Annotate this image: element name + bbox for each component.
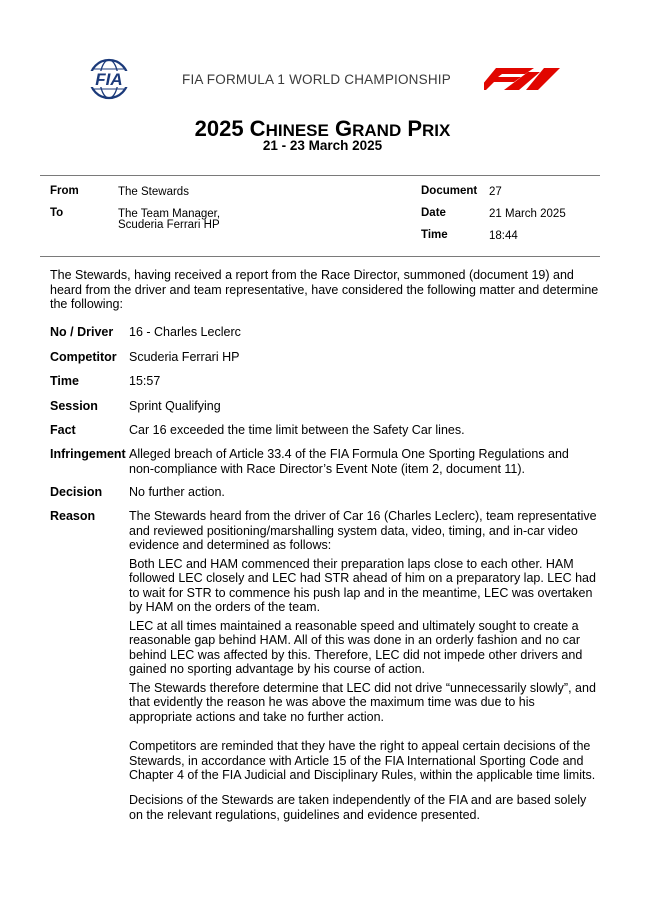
- fact-value: Car 16 exceeded the time limit between the Safety Car lines.: [129, 423, 465, 437]
- fia-logo: [80, 58, 138, 100]
- fact-label: Fact: [50, 423, 76, 437]
- championship-title: FIA FORMULA 1 WORLD CHAMPIONSHIP: [182, 72, 451, 87]
- driver-value: 16 - Charles Leclerc: [129, 325, 241, 339]
- time-row-value: 15:57: [129, 374, 161, 388]
- to-label: To: [50, 207, 64, 219]
- date-value: 21 March 2025: [489, 208, 566, 220]
- intro-paragraph: The Stewards, having received a report from the Race Director, summoned (document 19) and heard from the driver and team representative, have considered the following matter and determine the following:: [50, 268, 599, 311]
- reason-paragraph: The Stewards heard from the driver of Car 16 (Charles Leclerc), team representative and reviewed positioning/marshalling system data, video, timing, and in-car video evidence and determined as follows:: [129, 509, 597, 552]
- time-value: 18:44: [489, 230, 518, 242]
- event-title-word-rest: HINESE: [265, 121, 329, 140]
- from-value: The Stewards: [118, 186, 189, 198]
- divider-top: [40, 175, 600, 176]
- date-label: Date: [421, 207, 446, 219]
- event-title-word-rest: RAND: [352, 121, 402, 140]
- event-title-word: P: [407, 116, 423, 141]
- reason-paragraph: The Stewards therefore determine that LEC did not drive “unnecessarily slowly”, and that evidently the reason he was above the maximum time was due to his appropriate actions and take no further action.: [129, 680, 596, 724]
- document-value: 27: [489, 186, 502, 198]
- time-label: Time: [421, 229, 448, 241]
- to-value-line1: The Team Manager,: [118, 208, 221, 220]
- competitor-value: Scuderia Ferrari HP: [129, 350, 240, 364]
- event-title-word-rest: RIX: [422, 121, 451, 140]
- fia-logo-text: FIA: [95, 70, 123, 89]
- to-value-line2: Scuderia Ferrari HP: [118, 219, 220, 231]
- reason-paragraph: LEC at all times maintained a reasonable speed and ultimately sought to create a reasonable gap behind HAM. All of this was done in an orderly fashion and no car behind LEC was affected by this. Therefore, LEC did not impede other drivers and gained no sporting advantage by his course of action.: [129, 618, 583, 676]
- session-label: Session: [50, 399, 98, 413]
- reason-paragraph: Both LEC and HAM commenced their preparation laps close to each other. HAM followed LEC closely and LEC had STR ahead of him on a preparatory lap. LEC had to wait for STR to commence his push lap and in the meantime, LEC was overtaken by HAM on the orders of the team.: [129, 556, 596, 614]
- decision-label: Decision: [50, 485, 103, 499]
- reason-text: [129, 509, 599, 728]
- time-row-label: Time: [50, 374, 79, 388]
- appeal-notice: Competitors are reminded that they have the right to appeal certain decisions of the Stewards, in accordance with Article 15 of the FIA International Sporting Code and Chapter 4 of the FIA Judicial and Disciplinary Rules, within the applicable time limits.: [129, 739, 596, 782]
- event-title-word: G: [334, 116, 353, 141]
- session-value: Sprint Qualifying: [129, 399, 221, 413]
- infringement-value: Alleged breach of Article 33.4 of the FIA Formula One Sporting Regulations and non-compliance with Race Director’s Event Note (item 2, document 11).: [129, 447, 569, 476]
- from-label: From: [50, 185, 79, 197]
- competitor-label: Competitor: [50, 350, 117, 364]
- decision-value: No further action.: [129, 485, 225, 499]
- reason-label: Reason: [50, 509, 96, 523]
- f1-logo: [484, 68, 562, 90]
- infringement-label: Infringement: [50, 447, 126, 461]
- driver-label: No / Driver: [50, 325, 114, 339]
- divider-bottom: [40, 256, 600, 257]
- event-dates: 21 - 23 March 2025: [262, 138, 383, 153]
- event-title-prefix: 2025: [194, 116, 250, 141]
- event-title-word: C: [249, 116, 266, 141]
- document-label: Document: [421, 185, 478, 197]
- independence-notice: Decisions of the Stewards are taken independently of the FIA and are based solely on the relevant regulations, guidelines and evidence presented.: [129, 793, 587, 822]
